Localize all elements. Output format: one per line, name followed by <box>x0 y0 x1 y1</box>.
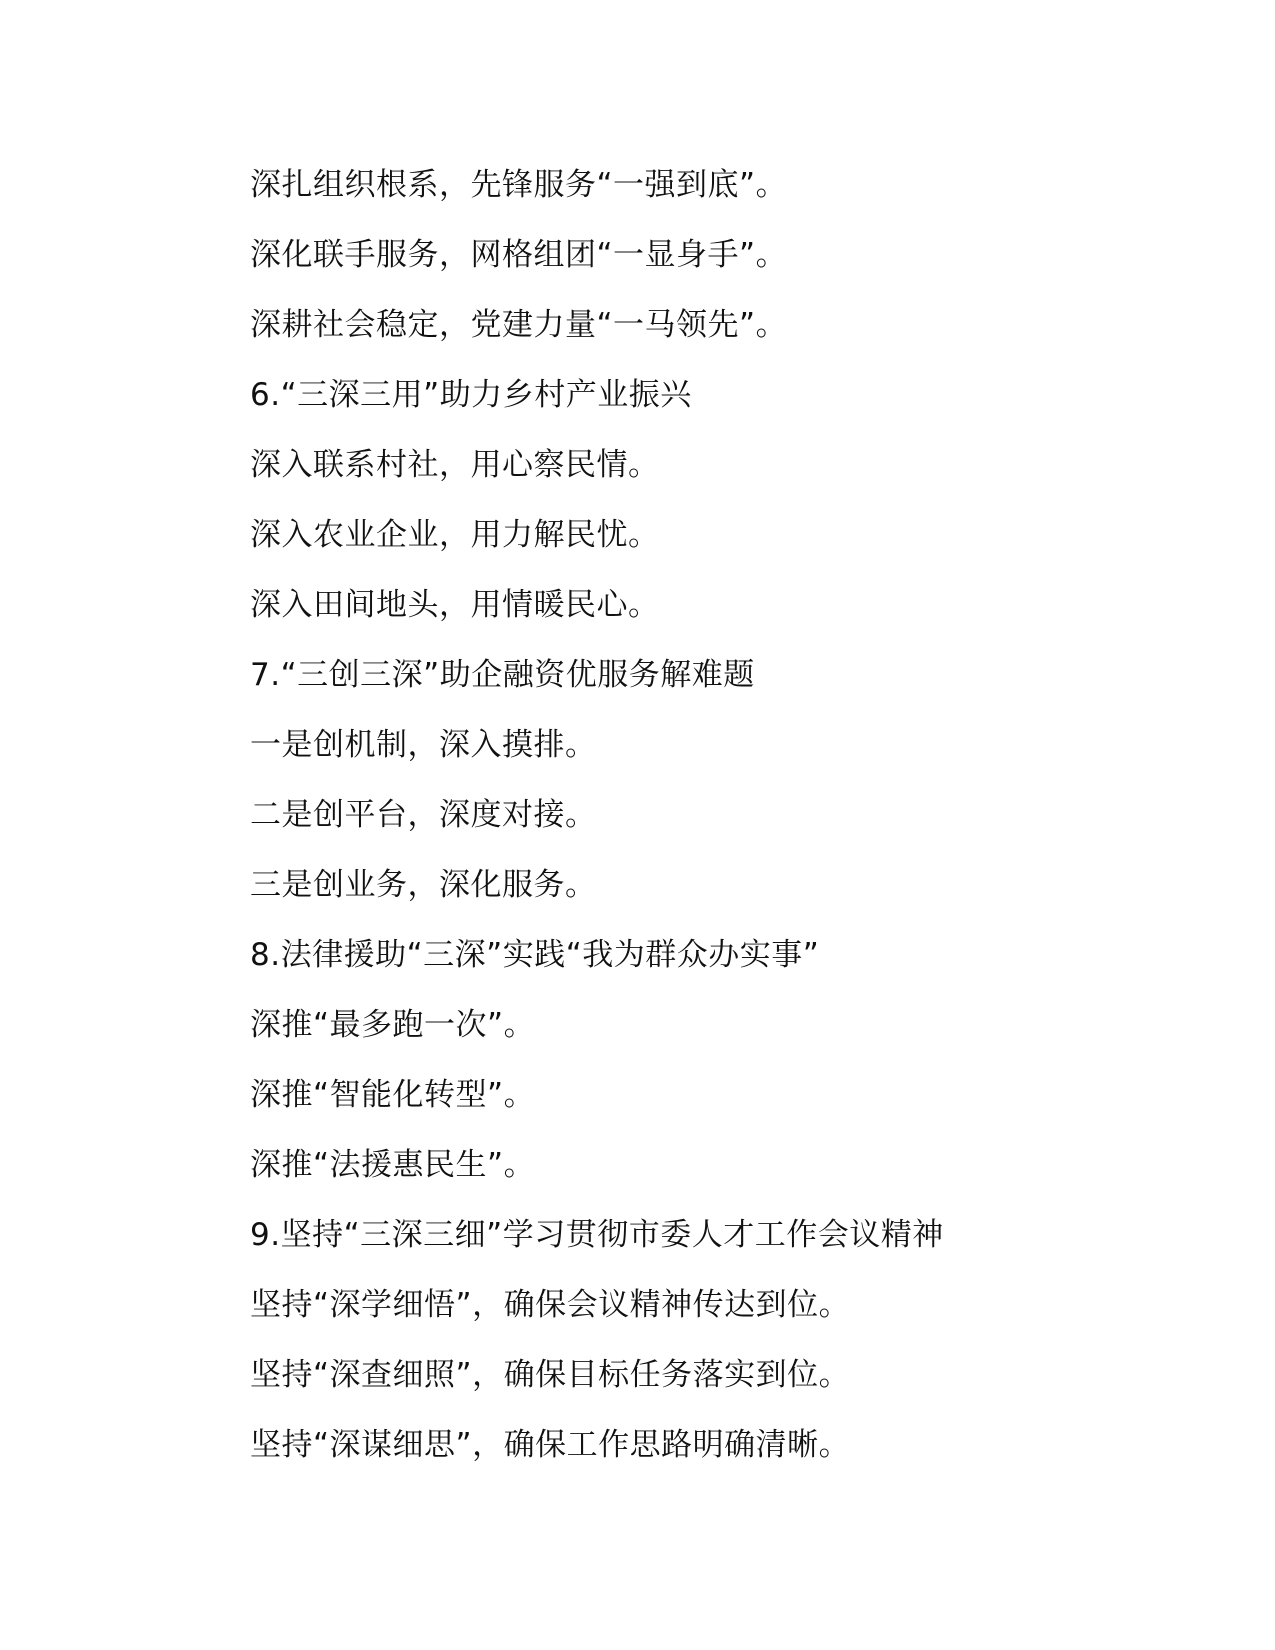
text-line: 深推“智能化转型”。 <box>250 1077 536 1113</box>
text-line: 深推“最多跑一次”。 <box>250 1007 536 1043</box>
section-heading: 8.法律援助“三深”实践“我为群众办实事” <box>250 937 820 973</box>
text-line: 坚持“深查细照”，确保目标任务落实到位。 <box>250 1357 851 1393</box>
text-lines <box>250 150 944 1480</box>
text-line: 一是创机制，深入摸排。 <box>250 727 597 763</box>
text-line: 三是创业务，深化服务。 <box>250 867 597 903</box>
text-line: 坚持“深学细悟”，确保会议精神传达到位。 <box>250 1287 851 1323</box>
text-line: 深入田间地头，用情暖民心。 <box>250 587 660 623</box>
section-heading: 9.坚持“三深三细”学习贯彻市委人才工作会议精神 <box>250 1217 944 1253</box>
section-heading: 7.“三创三深”助企融资优服务解难题 <box>250 657 755 693</box>
text-line: 深入农业企业，用力解民忧。 <box>250 517 660 553</box>
text-line: 深扎组织根系，先锋服务“一强到底”。 <box>250 167 788 203</box>
text-line: 深推“法援惠民生”。 <box>250 1147 536 1183</box>
text-line: 深入联系村社，用心察民情。 <box>250 447 660 483</box>
text-line: 二是创平台，深度对接。 <box>250 797 597 833</box>
section-heading: 6.“三深三用”助力乡村产业振兴 <box>250 377 692 413</box>
text-line: 深化联手服务，网格组团“一显身手”。 <box>250 237 788 273</box>
text-line: 坚持“深谋细思”，确保工作思路明确清晰。 <box>250 1427 851 1463</box>
text-line: 深耕社会稳定，党建力量“一马领先”。 <box>250 307 788 343</box>
